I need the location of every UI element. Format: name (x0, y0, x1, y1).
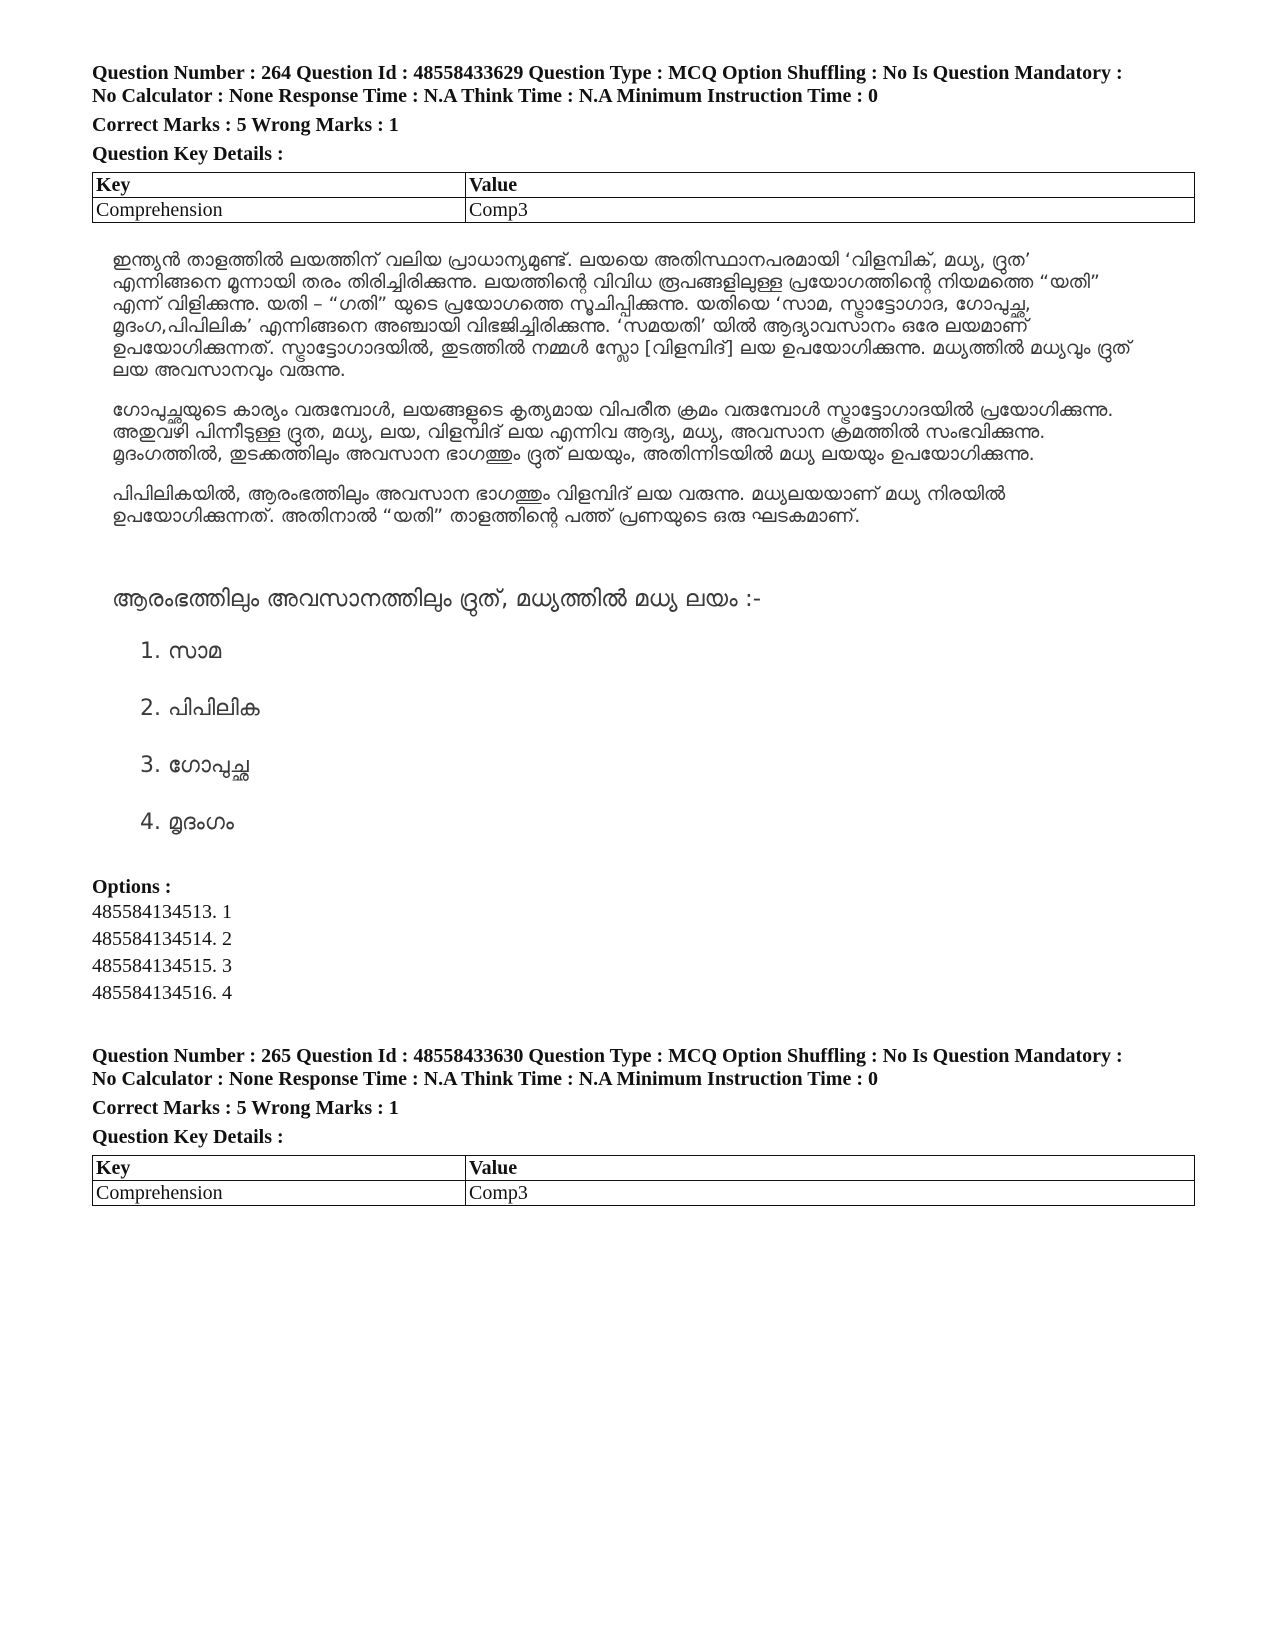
question-header-line2: No Calculator : None Response Time : N.A Think Time : N.A Minimum Instruction Time : 0 (92, 1068, 878, 1090)
table-cell-key: Comprehension (93, 198, 466, 223)
key-details-table (92, 172, 1195, 223)
marks-line: Correct Marks : 5 Wrong Marks : 1 (92, 114, 399, 136)
table-header-row (93, 173, 1195, 198)
table-cell-value: Comp3 (466, 198, 1195, 223)
choice-2: 2. പിപിലിക (140, 696, 260, 721)
choice-1: 1. സാമ (140, 639, 222, 664)
question-265 (92, 1045, 1192, 1206)
question-header-line1: Question Number : 265 Question Id : 48558433630 Question Type : MCQ Option Shuffling : No Is Question Mandatory : (92, 1045, 1123, 1067)
option-4: 485584134516. 4 (92, 982, 232, 1004)
table-cell-key: Comprehension (93, 1181, 466, 1206)
choice-3: 3. ഗോപുച്ഛ (140, 753, 249, 778)
table-cell-value: Comp3 (466, 1181, 1195, 1206)
key-details-label: Question Key Details : (92, 1126, 284, 1148)
passage-paragraph-3: പിപിലികയിൽ, ആരംഭത്തിലും അവസാന ഭാഗത്തും വിളമ്പിദ് ലയ വരുന്നു. മധ്യലയയാണ് മധ്യ നിരയിൽ ഉപയോഗിക്കുന്നത്. അതിനാൽ “യതി” താളത്തിന്റെ പത്ത് പ്രണയുടെ ഒരു ഘടകമാണ്. (112, 483, 1006, 527)
marks-line: Correct Marks : 5 Wrong Marks : 1 (92, 1097, 399, 1119)
passage-paragraph-1: ഇന്ത്യൻ താളത്തിൽ ലയത്തിന് വലിയ പ്രാധാന്യമുണ്ട്. ലയയെ അതിസ്ഥാനപരമായി ‘വിളമ്പിക്, മധ്യ, ദ്രുത’ എന്നിങ്ങനെ മൂന്നായി തരം തിരിച്ചിരിക്കുന്നു. ലയത്തിന്റെ വിവിധ രൂപങ്ങളിലുള്ള പ്രയോഗത്തിന്റെ നിയമത്തെ “യതി” എന്ന് വിളിക്കുന്നു. യതി – “ഗതി” യുടെ പ്രയോഗത്തെ സൂചിപ്പിക്കുന്നു. യതിയെ ‘സാമ, സ്ട്രാട്ടോഗാദ, ഗോപുച്ഛ, മൃദംഗ,പിപിലിക’ എന്നിങ്ങനെ അഞ്ചായി വിഭജിച്ചിരിക്കുന്നു. ‘സമയതി’ യിൽ ആദ്യാവസാനം ഒരേ ലയമാണ് ഉപയോഗിക്കുന്നത്. സ്ട്രാട്ടോഗാദയിൽ, തുടത്തിൽ നമ്മൾ സ്ലോ [വിളമ്പിദ്] ലയ ഉപയോഗിക്കുന്നു. മധ്യത്തിൽ മധ്യവും ദ്രുത് ലയ അവസാനവും വരുന്നു. (112, 249, 1132, 381)
option-2: 485584134514. 2 (92, 928, 232, 950)
option-1: 485584134513. 1 (92, 901, 232, 923)
table-header-row (93, 1156, 1195, 1181)
table-row (93, 1181, 1195, 1206)
table-header-key: Key (93, 1156, 466, 1181)
key-details-label: Question Key Details : (92, 143, 284, 165)
question-header-line1: Question Number : 264 Question Id : 48558433629 Question Type : MCQ Option Shuffling : No Is Question Mandatory : (92, 62, 1123, 84)
table-row (93, 198, 1195, 223)
choice-4: 4. മൃദംഗം (140, 810, 235, 835)
passage-paragraph-2: ഗോപുച്ഛയുടെ കാര്യം വരുമ്പോൾ, ലയങ്ങളുടെ കൃത്യമായ വിപരീത ക്രമം വരുമ്പോൾ സ്ട്രാട്ടോഗാദയിൽ പ്രയോഗിക്കുന്നു. അതുവഴി പിന്നീടുള്ള ദ്രുത, മധ്യ, ലയ, വിളമ്പിദ് ലയ എന്നിവ ആദ്യ, മധ്യ, അവസാന ക്രമത്തിൽ സംഭവിക്കുന്നു. മൃദംഗത്തിൽ, തുടക്കത്തിലും അവസാന ഭാഗത്തും ദ്രുത് ലയയും, അതിന്നിടയിൽ മധ്യ ലയയും ഉപയോഗിക്കുന്നു. (112, 399, 1114, 465)
key-details-table (92, 1155, 1195, 1206)
document-page (92, 62, 1192, 1206)
option-3: 485584134515. 3 (92, 955, 232, 977)
question-header-line2: No Calculator : None Response Time : N.A Think Time : N.A Minimum Instruction Time : 0 (92, 85, 878, 107)
table-header-value: Value (466, 173, 1195, 198)
answer-choices (140, 637, 1192, 865)
options-label: Options : (92, 876, 172, 898)
question-264 (92, 62, 1192, 1007)
comprehension-passage (112, 249, 1132, 527)
question-stem: ആരംഭത്തിലും അവസാനത്തിലും ദ്രുത്, മധ്യത്തിൽ മധ്യ ലയം :- (112, 586, 762, 612)
table-header-value: Value (466, 1156, 1195, 1181)
table-header-key: Key (93, 173, 466, 198)
